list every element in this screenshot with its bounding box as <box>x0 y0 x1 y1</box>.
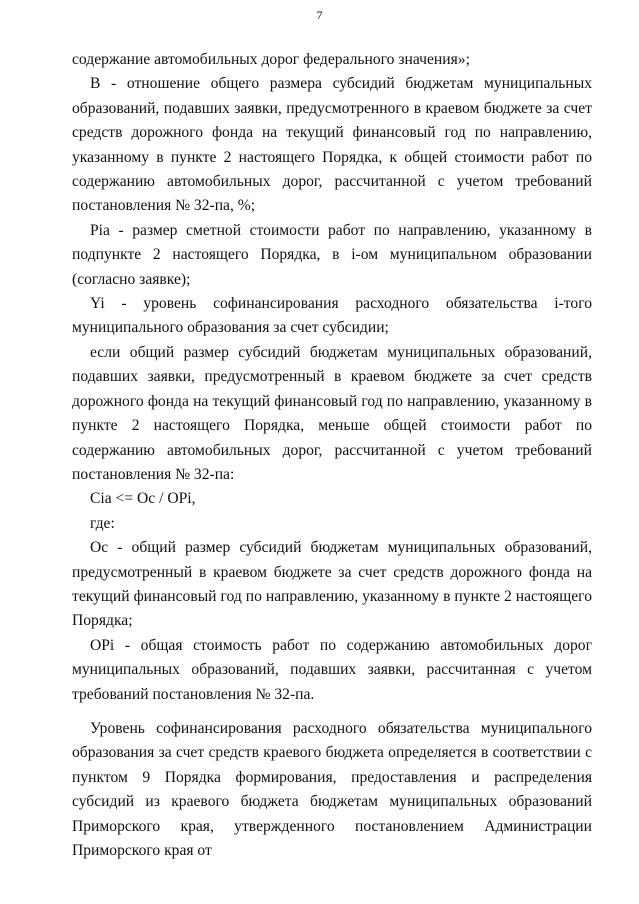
document-body <box>72 48 592 863</box>
paragraph-8: Уровень софинансирования расходного обязательства муниципального образования за счет средств краевого бюджета определяется в соответствии с пунктом 9 Порядка формирования, предоставления и распределения субсидий из краевого бюджета бюджетам муниципальных образований Приморского края, утвержденного постановлением Администрации Приморского края от <box>72 719 592 859</box>
paragraph-6: Oc - общий размер субсидий бюджетам муниципальных образований, предусмотренный в краевом бюджете за счет средств дорожного фонда на текущий финансовый год по направлению, указанному в пункте 2 настоящего Порядка; <box>72 539 592 630</box>
paragraph-gap <box>72 707 592 717</box>
page-number: 7 <box>316 8 323 22</box>
paragraph-2: В - отношение общего размера субсидий бюджетам муниципальных образований, подавших заявки, предусмотренного в краевом бюджете за счет средств дорожного фонда на текущий финансовый год по направлению, указанному в пункте 2 настоящего Порядка, к общей стоимости работ по содержанию автомобильных дорог, рассчитанной с учетом требований постановления № 32-па, %; <box>72 75 592 215</box>
paragraph-5: если общий размер субсидий бюджетам муниципальных образований, подавших заявки, предусмотренный в краевом бюджете за счет средств дорожного фонда на текущий финансовый год по направлению, указанному в пункте 2 настоящего Порядка, меньше общей стоимости работ по содержанию автомобильных дорог, рассчитанной с учетом требований постановления № 32-па: <box>72 343 592 483</box>
paragraph-7: OPi - общая стоимость работ по содержанию автомобильных дорог муниципальных образований, подавших заявки, рассчитанная с учетом требований постановления № 32-па. <box>72 636 592 703</box>
formula: Cia <= Oc / OPi, <box>90 490 196 508</box>
paragraph-1: содержание автомобильных дорог федерального значения»; <box>72 51 470 68</box>
paragraph-3: Pia - размер сметной стоимости работ по направлению, указанному в подпункте 2 настоящего Порядка, в i-ом муниципальном образовании (согласно заявке); <box>72 221 592 288</box>
paragraph-4: Yi - уровень софинансирования расходного обязательства i-того муниципального образования за счет субсидии; <box>72 295 592 337</box>
where-label: где: <box>90 514 115 532</box>
